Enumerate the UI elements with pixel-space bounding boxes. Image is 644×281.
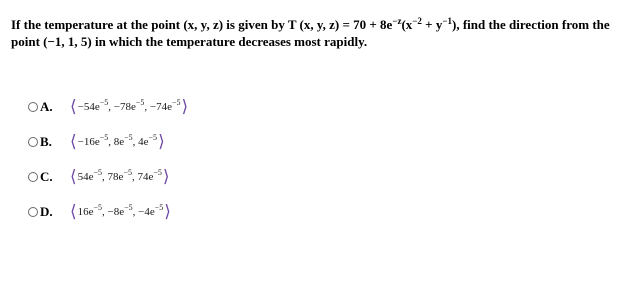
component-coef: 4e [138, 135, 149, 148]
question-outro: ), find the direction from the point (−1, 1, 5) in which the temperature decreases most rapidly. [11, 17, 610, 49]
component-exp: −5 [93, 202, 103, 212]
component-exp: −5 [153, 167, 162, 177]
component-coef: 16e [77, 205, 94, 218]
vector-components [77, 167, 163, 183]
question-term-x: (x [401, 17, 413, 32]
left-angle-bracket: ⟨ [70, 97, 77, 116]
question-intro: If the temperature at the point (x, y, z) is given by T (x, y, z) = 70 + 8e [11, 17, 393, 32]
component-sep: , [144, 100, 150, 113]
vector-components [77, 132, 158, 148]
component-coef: −54e [77, 100, 100, 113]
option-vector [70, 98, 188, 115]
component-exp: −5 [99, 97, 109, 107]
component-coef: 8e [113, 135, 125, 148]
component-coef: −16e [77, 135, 100, 148]
vector-components [77, 202, 165, 218]
question-exponent-y: −1 [442, 16, 452, 26]
radio-button-b[interactable] [28, 137, 38, 147]
option-vector [70, 168, 170, 185]
option-d[interactable] [28, 194, 188, 229]
component-exp: −5 [123, 167, 132, 177]
right-angle-bracket: ⟩ [181, 97, 189, 116]
option-letter: B. [40, 133, 52, 149]
option-c[interactable] [28, 159, 188, 194]
component-sep: , [132, 135, 139, 148]
option-a[interactable] [28, 89, 188, 124]
option-letter: C. [40, 168, 53, 184]
radio-button-a[interactable] [28, 102, 38, 112]
component-exp: −5 [154, 202, 164, 212]
component-coef: 78e [107, 170, 124, 183]
left-angle-bracket: ⟨ [70, 132, 77, 151]
right-angle-bracket: ⟩ [158, 132, 165, 151]
radio-button-c[interactable] [28, 172, 38, 182]
component-exp: −5 [171, 97, 181, 107]
question-exponent-x: −2 [412, 16, 422, 26]
component-coef: 74e [137, 170, 154, 183]
option-letter: D. [40, 203, 53, 219]
question-exponent-z: −z [392, 16, 402, 26]
component-coef: −8e [107, 205, 125, 218]
component-sep: , [102, 170, 108, 183]
option-vector [70, 203, 171, 220]
component-exp: −5 [148, 132, 158, 142]
option-b[interactable] [28, 124, 188, 159]
right-angle-bracket: ⟩ [162, 167, 170, 186]
component-exp: −5 [93, 167, 103, 177]
question-term-y: + y [421, 17, 443, 32]
component-sep: , [131, 170, 138, 183]
component-sep: , [108, 135, 114, 148]
answer-options [28, 89, 188, 229]
option-vector [70, 133, 165, 150]
option-letter: A. [40, 98, 53, 114]
component-sep: , [102, 205, 108, 218]
component-coef: −78e [113, 100, 136, 113]
component-exp: −5 [124, 202, 133, 212]
component-exp: −5 [135, 97, 145, 107]
component-sep: , [132, 205, 139, 218]
component-sep: , [108, 100, 114, 113]
radio-button-d[interactable] [28, 207, 38, 217]
component-exp: −5 [124, 132, 133, 142]
vector-components [77, 97, 182, 113]
right-angle-bracket: ⟩ [164, 202, 171, 221]
component-coef: −4e [138, 205, 155, 218]
left-angle-bracket: ⟨ [70, 167, 77, 186]
component-coef: 54e [77, 170, 94, 183]
component-coef: −74e [149, 100, 172, 113]
left-angle-bracket: ⟨ [70, 202, 77, 221]
question-text [11, 16, 636, 50]
component-exp: −5 [99, 132, 109, 142]
